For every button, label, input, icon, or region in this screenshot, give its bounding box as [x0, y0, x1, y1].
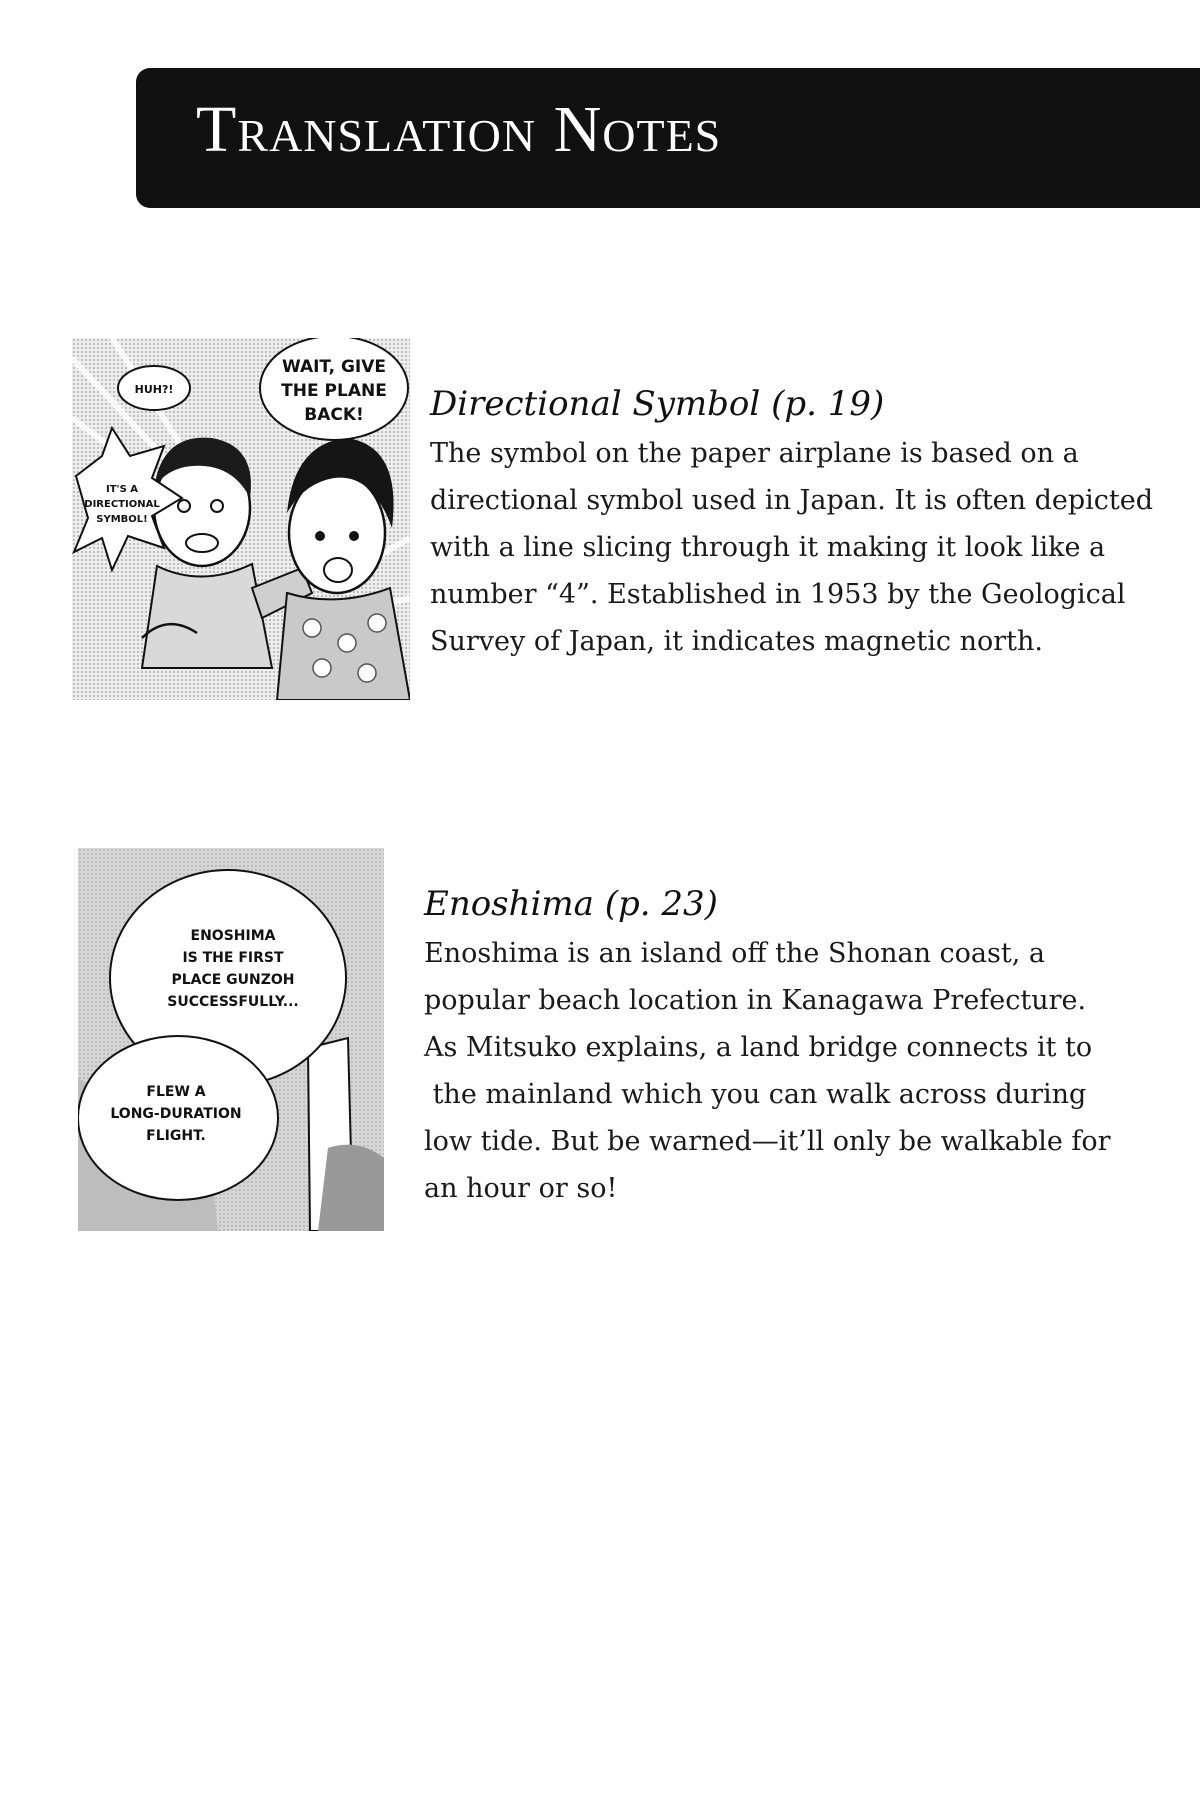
note-line: As Mitsuko explains, a land bridge connects it to: [424, 1032, 1093, 1063]
bubble-wait-line-2: THE PLANE: [281, 381, 387, 401]
bubble-first-line-2: IS THE FIRST: [182, 950, 284, 966]
bubble-huh: HUH?!: [134, 383, 174, 396]
note-line: number “4”. Established in 1953 by the Geological: [430, 579, 1126, 610]
bubble-flew-line-1: FLEW A: [146, 1084, 206, 1100]
page-title: Translation Notes: [196, 93, 722, 166]
note-line: Survey of Japan, it indicates magnetic north.: [430, 626, 1043, 657]
note-title: Directional Symbol (p. 19): [430, 384, 885, 424]
note-enoshima: [424, 884, 1111, 1212]
note-line: with a line slicing through it making it look like a: [430, 532, 1106, 563]
page-header: [136, 68, 1200, 208]
bubble-wait-line-3: BACK!: [304, 405, 364, 425]
bubble-symbol-line-2: DIRECTIONAL: [84, 499, 160, 510]
note-line: an hour or so!: [424, 1173, 618, 1204]
bubble-symbol-line-3: SYMBOL!: [96, 514, 148, 525]
note-line: low tide. But be warned—it’ll only be walkable for: [424, 1126, 1111, 1157]
bubble-wait-line-1: WAIT, GIVE: [281, 357, 387, 377]
manga-panel-1-art: [72, 338, 410, 700]
bubble-flew-line-3: FLIGHT.: [146, 1128, 206, 1144]
manga-panel-directional-symbol: [72, 338, 410, 700]
bubble-first-line-3: PLACE GUNZOH: [171, 972, 295, 988]
note-directional-symbol: [430, 384, 1153, 665]
note-line: popular beach location in Kanagawa Prefecture.: [424, 985, 1087, 1016]
note-line: The symbol on the paper airplane is based on a: [430, 438, 1079, 469]
note-line: Enoshima is an island off the Shonan coast, a: [424, 938, 1045, 969]
manga-panel-enoshima: [78, 848, 384, 1231]
note-title: Enoshima (p. 23): [424, 884, 718, 924]
bubble-first-line-4: SUCCESSFULLY...: [167, 994, 299, 1010]
note-body: [430, 430, 1153, 665]
note-line: the mainland which you can walk across during: [424, 1079, 1087, 1110]
note-body: [424, 930, 1111, 1212]
manga-panel-2-art: [78, 848, 384, 1231]
bubble-first-line-1: ENOSHIMA: [190, 928, 276, 944]
bubble-flew-line-2: LONG-DURATION: [110, 1106, 242, 1122]
bubble-symbol-line-1: IT'S A: [105, 484, 139, 495]
note-line: directional symbol used in Japan. It is often depicted: [430, 485, 1154, 516]
